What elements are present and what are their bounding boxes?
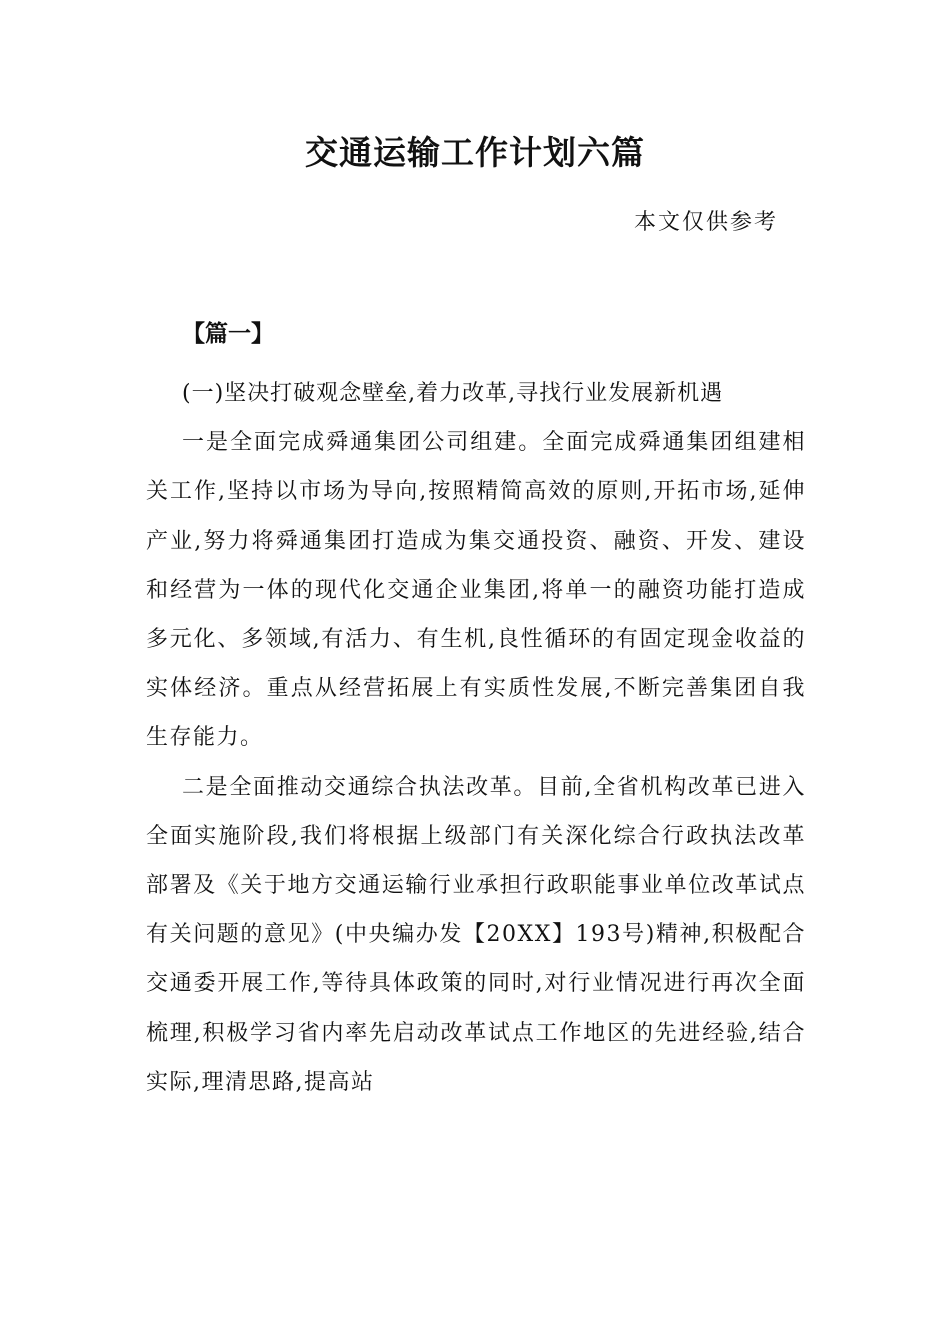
section-heading: 【篇一】	[182, 321, 274, 347]
paragraph-1: 一是全面完成舜通集团公司组建。全面完成舜通集团组建相关工作,坚持以市场为导向,按照精简高效的原则,开拓市场,延伸产业,努力将舜通集团打造成为集交通投资、融资、开发、建设和经营为一体的现代化交通企业集团,将单一的融资功能打造成多元化、多领域,有活力、有生机,良性循环的有固定现金收益的实体经济。重点从经营拓展上有实质性发展,不断完善集团自我生存能力。	[146, 430, 806, 751]
paragraph-2: 二是全面推动交通综合执法改革。目前,全省机构改革已进入全面实施阶段,我们将根据上级部门有关深化综合行政执法改革部署及《关于地方交通运输行业承担行政职能事业单位改革试点有关问题的意见》(中央编办发【20XX】193号)精神,积极配合交通委开展工作,等待具体政策的同时,对行业情况进行再次全面梳理,积极学习省内率先启动改革试点工作地区的先进经验,结合实际,理清思路,提高站	[146, 774, 806, 1095]
document-body	[146, 369, 806, 1107]
reference-note: 本文仅供参考	[633, 210, 778, 235]
document-title: 交通运输工作计划六篇	[305, 133, 645, 172]
section-subheading: (一)坚决打破观念壁垒,着力改革,寻找行业发展新机遇	[182, 381, 724, 406]
